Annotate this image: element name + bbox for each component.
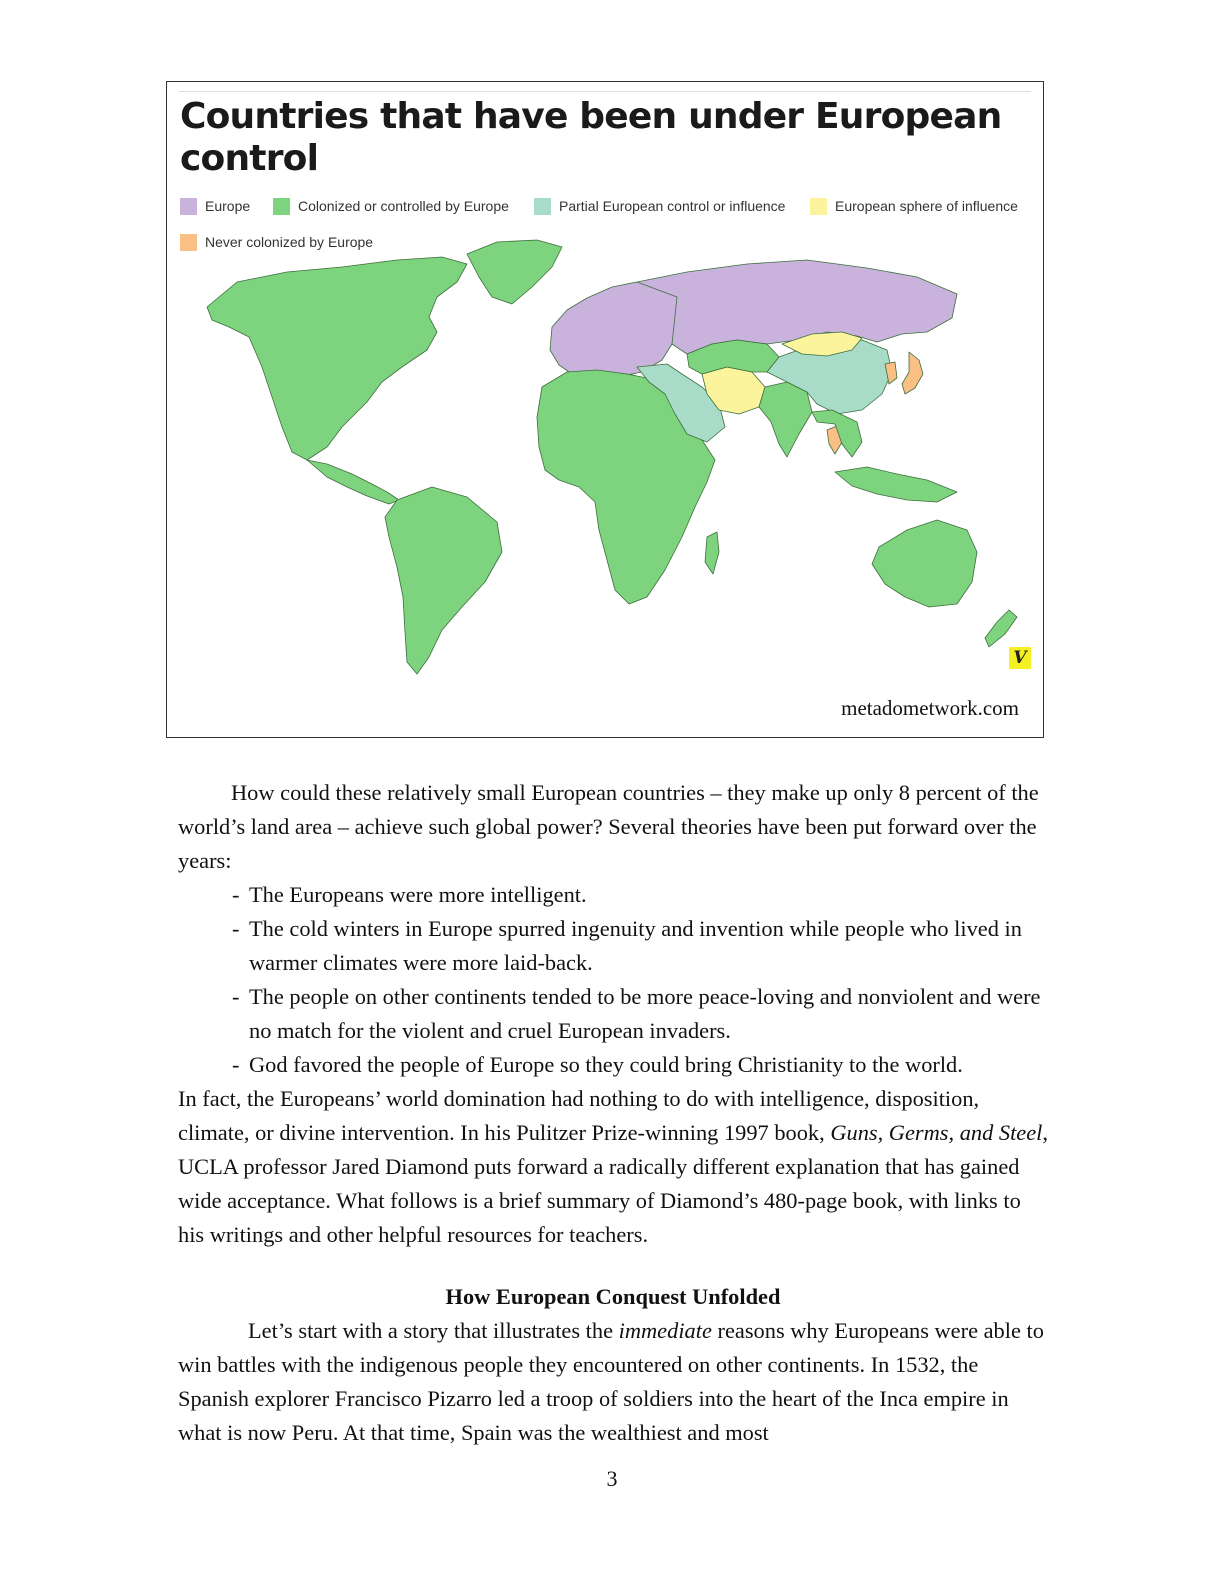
section-heading: How European Conquest Unfolded (445, 1284, 781, 1309)
legend-swatch (534, 198, 551, 215)
diamond-text-b: , UCLA professor Jared Diamond puts forward a radically different explanation that has gained wide acceptance. What follows is a brief summary of Diamond’s 480-page book, with links to his writings and other helpful resources for teachers. (178, 1120, 1049, 1247)
map-madagascar (705, 532, 719, 574)
legend-label: European sphere of influence (835, 198, 1018, 214)
diamond-text-a: In fact, the Europeans’ world domination had nothing to do with intelligence, disposition, climate, or divine intervention. In his Pulitzer Prize-winning 1997 book, (178, 1086, 980, 1145)
map-central-america (307, 460, 399, 504)
map-legend (180, 196, 1040, 256)
map-source-credit: metadometwork.com (841, 696, 1019, 720)
page-number: 3 (606, 1466, 618, 1491)
list-item-text: The Europeans were more intelligent. (249, 882, 587, 907)
legend-item-sphere (810, 196, 1018, 216)
story-text-a: Let’s start with a story that illustrates the (248, 1318, 619, 1343)
map-new-zealand (985, 610, 1017, 647)
list-item (232, 980, 1048, 1048)
map-north-america (207, 257, 467, 460)
dash-marker: - (232, 984, 240, 1009)
map-title: Countries that have been under European control (180, 96, 1002, 179)
legend-swatch (180, 198, 197, 215)
list-item-text: The people on other continents tended to be more peace-loving and nonviolent and were no match for the violent and cruel European invaders. (249, 984, 1041, 1043)
legend-label: Colonized or controlled by Europe (298, 198, 509, 214)
legend-item-partial (534, 196, 785, 216)
legend-label: Never colonized by Europe (205, 234, 374, 250)
map-south-america (385, 487, 502, 674)
legend-swatch (180, 234, 197, 251)
legend-swatch (810, 198, 827, 215)
list-item-text: The cold winters in Europe spurred ingenuity and invention while people who lived in warmer climates were more laid-back. (249, 916, 1022, 975)
legend-item-never (180, 232, 373, 252)
dash-marker: - (232, 916, 240, 941)
world-map (167, 82, 1044, 738)
dash-marker: - (232, 1052, 240, 1077)
vox-logo: V (1009, 647, 1031, 669)
map-south-asia (759, 382, 812, 457)
map-indonesia (835, 467, 957, 502)
legend-item-europe (180, 196, 250, 216)
body-text (178, 776, 1048, 1450)
legend-label: Partial European control or influence (559, 198, 786, 214)
story-text-b: reasons why Europeans were able to win battles with the indigenous people they encountered on other continents. In 1532, the Spanish explorer Francisco Pizarro led a troop of soldiers into the heart of the Inca empire in what is now Peru. At that time, Spain was the wealthiest and most (178, 1318, 1044, 1445)
map-figure (166, 81, 1044, 738)
emphasis-immediate: immediate (618, 1318, 712, 1343)
map-australia (872, 520, 977, 607)
theories-list (178, 878, 1048, 1082)
diamond-paragraph (178, 1082, 1048, 1252)
dash-marker: - (232, 882, 240, 907)
list-item (232, 912, 1048, 980)
legend-swatch (273, 198, 290, 215)
legend-item-colonized (273, 196, 509, 216)
legend-label: Europe (205, 198, 251, 214)
book-title: Guns, Germs, and Steel (830, 1120, 1043, 1145)
map-japan (902, 352, 923, 394)
story-paragraph (178, 1314, 1048, 1450)
list-item (232, 1048, 1048, 1082)
intro-paragraph: How could these relatively small European countries – they make up only 8 percent of the world’s land area – achieve such global power? Several theories have been put forward over the years: (178, 780, 1039, 873)
list-item-text: God favored the people of Europe so they could bring Christianity to the world. (249, 1052, 963, 1077)
list-item (232, 878, 1048, 912)
